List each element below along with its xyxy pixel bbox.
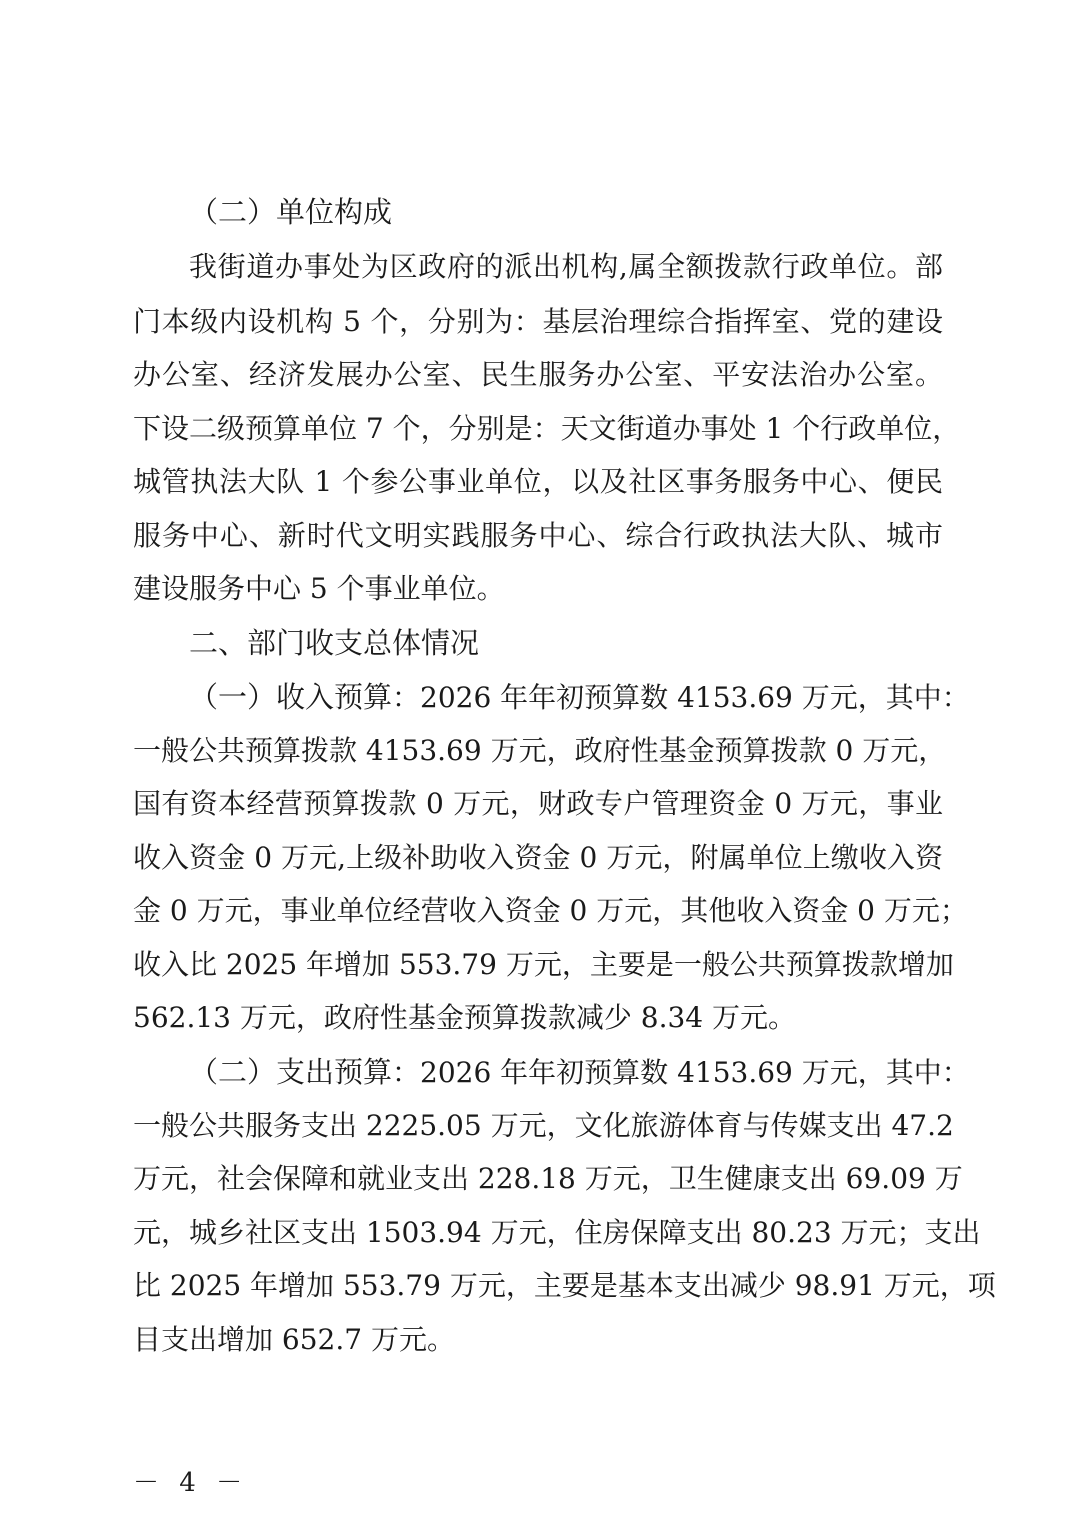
- expense-budget-label: （二）支出预算: [189, 1055, 393, 1089]
- paragraph-line: 金 0 万元，事业单位经营收入资金 0 万元，其他收入资金 0 万元；: [133, 894, 968, 927]
- paragraph-line: 562.13 万元，政府性基金预算拨款减少 8.34 万元。: [133, 1001, 797, 1034]
- paragraph-line: 比 2025 年增加 553.79 万元，主要是基本支出减少 98.91 万元，项: [133, 1269, 996, 1302]
- paragraph-line: 目支出增加 652.7 万元。: [133, 1323, 455, 1356]
- paragraph-line: 一般公共预算拨款 4153.69 万元，政府性基金预算拨款 0 万元，: [133, 734, 947, 767]
- paragraph-line: 门本级内设机构 5 个，分别为：基层治理综合指挥室、党的建设: [133, 305, 943, 338]
- expense-budget-first-line: [189, 1052, 970, 1093]
- paragraph-line: 城管执法大队 1 个参公事业单位，以及社区事务服务中心、便民: [133, 465, 943, 498]
- income-budget-label: （一）收入预算: [189, 680, 393, 714]
- page-number: － 4 －: [133, 1468, 249, 1498]
- paragraph-line: 办公室、经济发展办公室、民生服务办公室、平安法治办公室。: [133, 358, 943, 391]
- paragraph-line: 我街道办事处为区政府的派出机构,属全额拨款行政单位。部: [189, 250, 943, 283]
- income-budget-summary: ：2026 年年初预算数 4153.69 万元，其中：: [392, 681, 970, 714]
- paragraph-line: 建设服务中心 5 个事业单位。: [133, 572, 505, 605]
- paragraph-line: 国有资本经营预算拨款 0 万元，财政专户管理资金 0 万元，事业: [133, 787, 943, 820]
- section-heading-overview: 二、部门收支总体情况: [189, 626, 480, 660]
- paragraph-line: 万元，社会保障和就业支出 228.18 万元，卫生健康支出 69.09 万: [133, 1162, 963, 1195]
- income-budget-first-line: [189, 677, 970, 718]
- paragraph-line: 元，城乡社区支出 1503.94 万元，住房保障支出 80.23 万元；支出: [133, 1216, 981, 1249]
- paragraph-line: 一般公共服务支出 2225.05 万元，文化旅游体育与传媒支出 47.2: [133, 1109, 954, 1142]
- expense-budget-summary: ：2026 年年初预算数 4153.69 万元，其中：: [392, 1056, 970, 1089]
- section-heading-unit-composition: （二）单位构成: [189, 195, 393, 229]
- paragraph-line: 收入比 2025 年增加 553.79 万元，主要是一般公共预算拨款增加: [133, 948, 954, 981]
- paragraph-line: 收入资金 0 万元,上级补助收入资金 0 万元，附属单位上缴收入资: [133, 841, 943, 874]
- paragraph-line: 服务中心、新时代文明实践服务中心、综合行政执法大队、城市: [133, 519, 943, 552]
- paragraph-line: 下设二级预算单位 7 个，分别是：天文街道办事处 1 个行政单位，: [133, 412, 961, 445]
